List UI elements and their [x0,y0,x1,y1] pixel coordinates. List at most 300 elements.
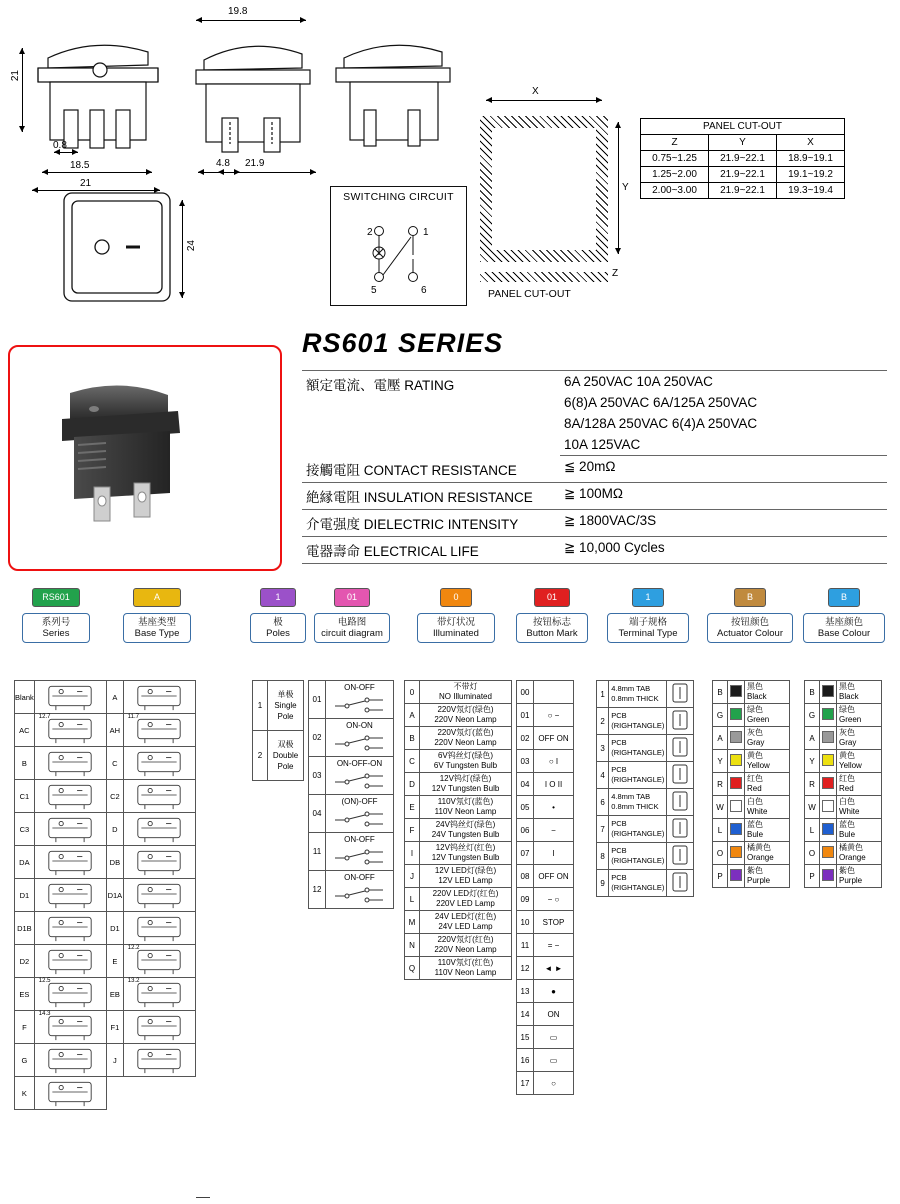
dim-label: 14.3 [38,1011,51,1017]
mark-code: 07 [517,842,534,865]
colour-swatch [728,681,745,704]
colour-zh: 白色 [747,797,763,806]
list-item[interactable] [713,727,790,750]
circuit-label: ON-OFF [344,835,375,844]
illum-zh: 6V钨丝灯(绿色) [437,751,494,760]
base-type-figure[interactable] [34,681,106,714]
cell: 18.9~19.1 [777,151,845,167]
base-type-figure[interactable] [123,681,195,714]
actuator-colour-code: P [713,865,728,888]
table-row[interactable] [15,1077,196,1110]
list-item[interactable] [309,871,394,909]
table-row [641,151,845,167]
base-type-code: K [15,1077,35,1110]
header-zh: 电路图 [337,617,367,628]
circuit-figure [326,719,394,757]
colour-swatch [728,865,745,888]
mark-symbol: STOP [534,911,574,934]
base-colour-code: B [805,681,820,704]
list-item[interactable] [713,865,790,888]
colour-swatch [728,819,745,842]
cell: 1.25~2.00 [641,167,709,183]
dim-21-9: 21.9 [245,158,265,169]
list-item[interactable] [309,681,394,719]
table-row[interactable] [15,978,196,1011]
illum-zh: 220V氖灯(红色) [437,935,494,944]
list-item[interactable] [597,870,694,897]
list-item[interactable] [309,795,394,833]
terminal-code: 2 [597,708,609,735]
colour-swatch [820,750,837,773]
base-colour-label [837,681,882,704]
actuator-colour-code: W [713,796,728,819]
base-type-figure[interactable] [34,747,106,780]
base-type-figure[interactable] [123,780,195,813]
rating-label: 接觸電阻 CONTACT RESISTANCE [302,456,560,483]
chip-series[interactable]: RS601 [32,588,80,607]
base-colour-label [837,865,882,888]
code-column-circuit[interactable] [308,588,396,643]
list-item[interactable] [597,789,694,816]
mark-code: 01 [517,704,534,727]
list-item[interactable] [253,731,304,781]
colour-swatch [728,727,745,750]
base-type-figure[interactable] [34,879,106,912]
colour-zh: 绿色 [747,705,763,714]
actuator-colour-label [745,842,790,865]
base-type-figure[interactable] [34,780,106,813]
terminal-label-5: 5 [371,285,377,296]
illum-label [420,796,512,819]
pole-en: Double Pole [272,751,299,771]
header-en: Illuminated [433,628,479,639]
illum-en: 6V Tungsten Bulb [433,761,498,770]
table-row[interactable] [15,846,196,879]
colour-swatch [820,796,837,819]
base-colour-code: G [805,704,820,727]
code-column-terminal[interactable] [596,588,700,643]
dim-X: X [532,86,539,97]
table-row[interactable] [15,945,196,978]
list-item[interactable] [805,796,882,819]
mark-symbol: ▭ [534,1049,574,1072]
header-button-mark [516,613,588,643]
list-item[interactable] [713,819,790,842]
base-type-figure[interactable] [34,1044,106,1077]
table-row[interactable] [15,714,196,747]
header-en: Base Type [134,628,180,639]
base-colour-code: A [805,727,820,750]
base-colour-code: O [805,842,820,865]
header-zh: 极 [273,617,283,628]
colour-swatch [728,704,745,727]
chip-actuator-colour[interactable]: B [734,588,766,607]
list-item[interactable] [805,842,882,865]
header-en: Button Mark [526,628,578,639]
base-type-figure[interactable] [34,846,106,879]
base-type-code: G [15,1044,35,1077]
colour-zh: 黄色 [747,751,763,760]
rating-label: 介電强度 DIELECTRIC INTENSITY [302,509,560,536]
colour-en: Yellow [747,761,770,770]
illum-zh: 110V氖灯(红色) [437,958,494,967]
base-type-figure[interactable] [123,813,195,846]
circuit-code: 01 [309,681,326,719]
base-colour-code: R [805,773,820,796]
list-item[interactable] [597,681,694,708]
code-column-button-mark[interactable] [516,588,588,643]
illum-code: D [405,773,420,796]
list-item[interactable] [309,719,394,757]
engineering-drawings [0,0,900,320]
base-colour-label [837,842,882,865]
base-colour-label [837,819,882,842]
list-item[interactable] [405,704,512,727]
circuit-code: 02 [309,719,326,757]
col-header-y: Y [709,135,777,151]
list-item[interactable] [405,750,512,773]
base-type-figure[interactable] [123,912,195,945]
table-row[interactable] [15,1044,196,1077]
base-type-figure[interactable] [123,978,195,1011]
list-item[interactable] [517,888,574,911]
code-column-actuator-colour[interactable] [706,588,794,643]
illum-label [420,865,512,888]
table-row[interactable] [15,681,196,714]
circuit-code: 12 [309,871,326,909]
list-item[interactable] [805,819,882,842]
header-illuminated [417,613,495,643]
base-type-figure[interactable] [34,1011,106,1044]
cell: 21.9~22.1 [709,151,777,167]
mark-code: 11 [517,934,534,957]
list-item[interactable] [517,773,574,796]
list-item[interactable] [405,773,512,796]
list-item[interactable] [517,934,574,957]
base-type-figure[interactable] [123,945,195,978]
base-type-figure[interactable] [123,1011,195,1044]
code-column-base-colour[interactable] [800,588,888,643]
list-item[interactable] [517,1072,574,1095]
cell: 0.75~1.25 [641,151,709,167]
actuator-colour-label [745,796,790,819]
colour-en: Red [839,784,854,793]
list-item[interactable] [309,833,394,871]
mark-symbol: ○ I [534,750,574,773]
dim-Y: Y [622,182,629,193]
illum-en: 110V Neon Lamp [434,807,497,816]
base-type-figure[interactable] [123,714,195,747]
base-type-code: EB [107,978,124,1011]
colour-swatch [728,842,745,865]
base-type-figure[interactable] [34,945,106,978]
table-row[interactable] [15,813,196,846]
terminal-figure [667,789,694,816]
base-type-figure[interactable] [34,714,106,747]
actuator-colour-code: O [713,842,728,865]
cell: 19.3~19.4 [777,183,845,199]
list-item[interactable] [713,750,790,773]
list-item[interactable] [517,796,574,819]
header-zh: 端子规格 [628,617,667,628]
list-item[interactable] [517,911,574,934]
pole-code: 1 [253,681,268,731]
mark-code: 10 [517,911,534,934]
list-item[interactable] [405,888,512,911]
illum-code: J [405,865,420,888]
mark-code: 04 [517,773,534,796]
list-item[interactable] [597,735,694,762]
list-item[interactable] [805,865,882,888]
terminal-figure [667,870,694,897]
list-item[interactable] [517,842,574,865]
illum-en: 220V Neon Lamp [434,738,497,747]
illum-en: 12V Tungsten Bulb [431,784,500,793]
header-circuit [314,613,390,643]
terminal-code: 4 [597,762,609,789]
base-type-code: ES [15,978,35,1011]
list-item[interactable] [405,911,512,934]
code-column-series[interactable] [10,588,102,643]
mark-code: 00 [517,681,534,704]
illum-zh: 220V氖灯(蓝色) [437,728,494,737]
list-item[interactable] [517,1026,574,1049]
illum-label [420,750,512,773]
switching-circuit-box [330,186,467,306]
poles-list [252,680,304,781]
list-item[interactable] [517,980,574,1003]
terminal-label-1: 1 [423,227,429,238]
actuator-colour-label [745,819,790,842]
base-type-code: F [15,1011,35,1044]
colour-swatch [820,727,837,750]
base-type-code: C2 [107,780,124,813]
base-type-figure[interactable] [123,846,195,879]
terminal-code: 1 [597,681,609,708]
list-item[interactable] [405,957,512,980]
list-item[interactable] [713,681,790,704]
illum-label [420,957,512,980]
chip-button-mark[interactable]: 01 [534,588,570,607]
colour-swatch [820,681,837,704]
terminal-label: PCB (RIGHTANGLE) [609,708,667,735]
list-item[interactable] [309,757,394,795]
cell: 2.00~3.00 [641,183,709,199]
header-zh: 基座类型 [137,617,176,628]
list-item[interactable] [597,762,694,789]
code-column-illuminated[interactable] [404,588,508,643]
list-item[interactable] [517,865,574,888]
ordering-code-chart [0,588,900,1204]
ratings-table [302,370,887,564]
terminal-label-2: 2 [367,227,373,238]
product-photo-frame [8,345,282,571]
base-type-figure[interactable] [123,879,195,912]
separator-dash: — [196,1188,210,1204]
colour-zh: 绿色 [839,705,855,714]
header-series [22,613,90,643]
dim-0-8: 0.8 [53,140,67,151]
list-item[interactable] [805,750,882,773]
base-type-figure[interactable] [34,978,106,1011]
list-item[interactable] [517,1003,574,1026]
chip-poles[interactable]: 1 [260,588,296,607]
actuator-colour-code: B [713,681,728,704]
list-item[interactable] [517,704,574,727]
base-type-code: D1 [15,879,35,912]
chip-illuminated[interactable]: 0 [440,588,472,607]
table-row[interactable] [15,747,196,780]
list-item[interactable] [713,842,790,865]
list-item[interactable] [713,773,790,796]
chip-terminal[interactable]: 1 [632,588,664,607]
circuit-code: 04 [309,795,326,833]
table-row[interactable] [15,1011,196,1044]
dim-21: 21 [80,178,92,189]
base-colour-label [837,773,882,796]
table-row[interactable] [15,879,196,912]
dim-18-5: 18.5 [70,160,90,171]
list-item[interactable] [405,727,512,750]
list-item[interactable] [517,957,574,980]
colour-zh: 白色 [839,797,855,806]
list-item[interactable] [405,681,512,704]
colour-zh: 红色 [747,774,763,783]
list-item[interactable] [517,681,574,704]
list-item[interactable] [517,819,574,842]
list-item[interactable] [405,865,512,888]
terminal-label: PCB (RIGHTANGLE) [609,843,667,870]
header-base-type [123,613,191,643]
illum-en: 12V LED Lamp [438,876,493,885]
table-row[interactable] [15,912,196,945]
list-item[interactable] [597,843,694,870]
dim-label: 12.2 [127,945,140,951]
base-type-figure[interactable] [34,1077,106,1110]
list-item[interactable] [405,842,512,865]
terminal-figure [667,708,694,735]
actuator-colour-label [745,773,790,796]
rating-value: ≧ 10,000 Cycles [560,536,887,563]
colour-en: Purple [747,876,771,885]
actuator-colour-label [745,704,790,727]
colour-zh: 蓝色 [839,820,855,829]
illum-en: 220V LED Lamp [436,899,495,908]
illum-code: I [405,842,420,865]
list-item[interactable] [517,727,574,750]
illum-zh: 220V氖灯(绿色) [437,705,494,714]
mark-code: 06 [517,819,534,842]
illum-zh: 12V钨丝灯(红色) [435,843,496,852]
colour-swatch [820,865,837,888]
mark-code: 02 [517,727,534,750]
colour-en: Gray [839,738,857,747]
pole-en: Single Pole [274,701,297,721]
product-photo [50,375,230,535]
circuit-label: ON-ON [346,721,373,730]
colour-zh: 蓝色 [747,820,763,829]
header-terminal [607,613,689,643]
mark-symbol: ▭ [534,1026,574,1049]
base-colour-label [837,796,882,819]
terminal-figure [667,762,694,789]
colour-zh: 黑色 [747,682,763,691]
col-header-z: Z [641,135,709,151]
chip-base-colour[interactable]: B [828,588,860,607]
col-header-x: X [777,135,845,151]
table-row[interactable] [15,780,196,813]
list-item[interactable] [805,773,882,796]
rating-value: 6(8)A 250VAC 6A/125A 250VAC [564,395,758,410]
illum-label [420,773,512,796]
list-item[interactable] [253,681,304,731]
colour-en: Red [747,784,762,793]
illum-en: 220V Neon Lamp [434,945,497,954]
mark-symbol: I O II [534,773,574,796]
base-type-figure[interactable] [123,1044,195,1077]
base-type-figure[interactable] [34,813,106,846]
circuit-label: ON-OFF [344,873,375,882]
colour-en: Orange [747,853,774,862]
list-item[interactable] [805,681,882,704]
code-column-base-type[interactable] [108,588,206,643]
mark-symbol: • [534,796,574,819]
base-colour-label [837,727,882,750]
list-item[interactable] [405,934,512,957]
mark-symbol: − ○ [534,888,574,911]
colour-en: Green [747,715,770,724]
chip-base-type[interactable]: A [133,588,181,607]
actuator-colour-label [745,727,790,750]
mark-symbol [534,681,574,704]
mark-symbol: = − [534,934,574,957]
list-item[interactable] [713,796,790,819]
illum-zh: 110V氖灯(蓝色) [437,797,494,806]
base-type-code: AH [107,714,124,747]
base-colour-list [804,680,882,888]
header-en: Poles [266,628,290,639]
base-type-code: F1 [107,1011,124,1044]
rating-value: 8A/128A 250VAC 6(4)A 250VAC [564,416,758,431]
colour-en: Black [839,692,859,701]
colour-en: Purple [839,876,863,885]
list-item[interactable] [597,816,694,843]
list-item[interactable] [517,750,574,773]
actuator-colour-list [712,680,790,888]
base-type-figure[interactable] [34,912,106,945]
circuit-figure [326,833,394,871]
illum-label [420,911,512,934]
header-zh: 按钮标志 [532,617,571,628]
base-colour-label [837,704,882,727]
code-column-poles[interactable] [246,588,310,643]
base-type-figure[interactable] [123,747,195,780]
list-item[interactable] [713,704,790,727]
chip-circuit[interactable]: 01 [334,588,370,607]
illum-code: L [405,888,420,911]
mark-code: 14 [517,1003,534,1026]
illum-label [420,934,512,957]
list-item[interactable] [517,1049,574,1072]
colour-zh: 灰色 [839,728,855,737]
list-item[interactable] [805,727,882,750]
list-item[interactable] [405,819,512,842]
list-item[interactable] [405,796,512,819]
colour-swatch [820,773,837,796]
circuit-label: ON-OFF [344,683,375,692]
list-item[interactable] [597,708,694,735]
list-item[interactable] [805,704,882,727]
